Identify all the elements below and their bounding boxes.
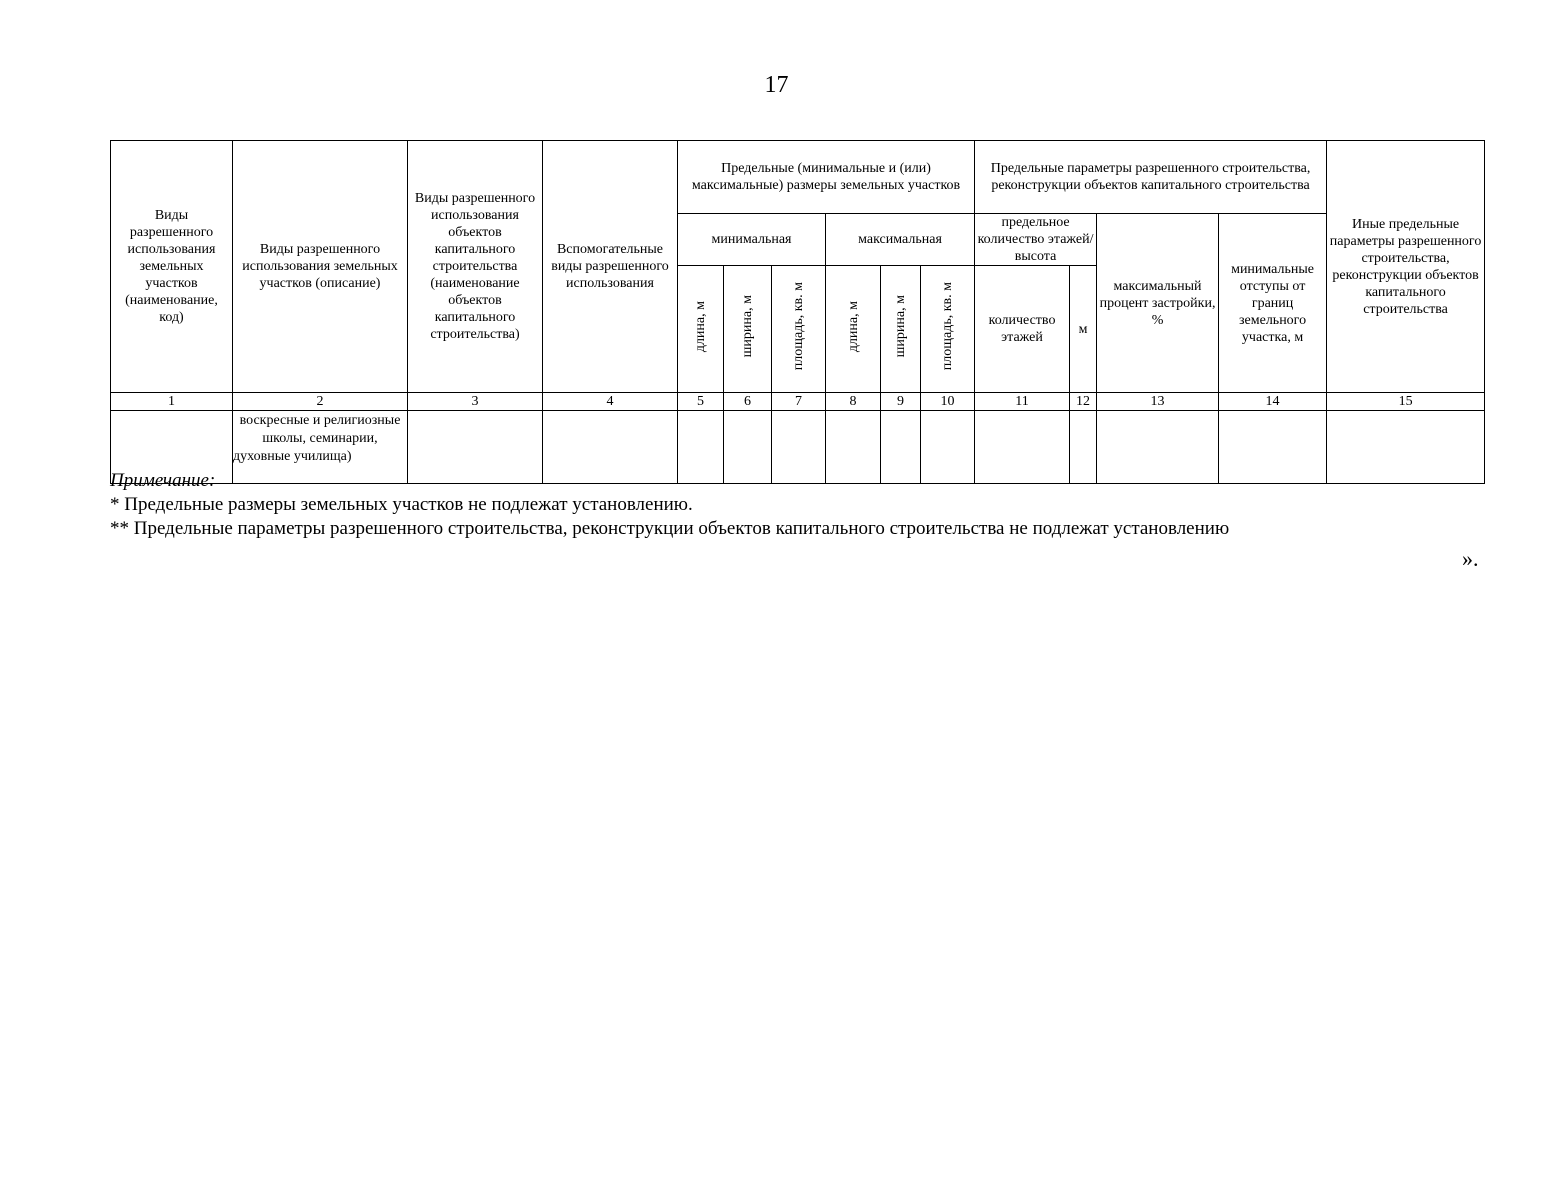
notes-block	[110, 469, 1484, 541]
header-floors-height: предельное количество этажей/высота	[975, 214, 1097, 266]
zoning-parameters-table	[110, 140, 1485, 484]
closing-quote: ».	[1462, 546, 1479, 571]
header-capital-construction-use: Виды разрешенного использования объектов капитального строительства (наименование объектов капитального строительства)	[408, 141, 543, 393]
header-min-area-label: площадь, кв. м	[791, 282, 806, 371]
column-number: 11	[975, 393, 1070, 411]
column-number: 3	[408, 393, 543, 411]
header-auxiliary-use: Вспомогательные виды разрешенного использования	[543, 141, 678, 393]
column-number: 9	[881, 393, 921, 411]
header-min-setback: минимальные отступы от границ земельного участка, м	[1219, 214, 1327, 393]
column-number: 14	[1219, 393, 1327, 411]
header-meters: м	[1070, 266, 1097, 393]
column-number: 2	[233, 393, 408, 411]
header-other-parameters: Иные предельные параметры разрешенного строительства, реконструкции объектов капитального строительства	[1327, 141, 1485, 393]
header-max-area-label: площадь, кв. м	[940, 282, 956, 371]
header-max-width	[881, 266, 921, 393]
header-construction-parameters: Предельные параметры разрешенного строительства, реконструкции объектов капитального строительства	[975, 141, 1327, 214]
header-max-width-label: ширина, м	[893, 295, 908, 358]
header-minimum: минимальная	[678, 214, 826, 266]
header-maximum: максимальная	[826, 214, 975, 266]
header-max-length	[826, 266, 881, 393]
header-land-use-description: Виды разрешенного использования земельных участков (описание)	[233, 141, 408, 393]
column-number: 4	[543, 393, 678, 411]
header-min-length	[678, 266, 724, 393]
header-max-area	[921, 266, 975, 393]
header-max-building-percent: максимальный процент застройки, %	[1097, 214, 1219, 393]
notes-title: Примечание:	[110, 470, 216, 491]
column-number: 6	[724, 393, 772, 411]
column-number: 1	[111, 393, 233, 411]
cell-description: воскресные и религиозные школы, семинарии, духовные училища)	[233, 411, 408, 484]
header-max-length-label: длина, м	[845, 300, 861, 353]
header-min-area	[772, 266, 826, 393]
note-construction-parameters: ** Предельные параметры разрешенного строительства, реконструкции объектов капитального строительства не подлежат установлению	[110, 518, 1230, 539]
header-min-length-label: длина, м	[693, 300, 708, 353]
column-number: 15	[1327, 393, 1485, 411]
column-number: 12	[1070, 393, 1097, 411]
column-number: 13	[1097, 393, 1219, 411]
column-number: 10	[921, 393, 975, 411]
header-min-width	[724, 266, 772, 393]
column-number: 7	[772, 393, 826, 411]
header-min-width-label: ширина, м	[740, 295, 755, 358]
header-land-use-name: Виды разрешенного использования земельных участков (наименование, код)	[111, 141, 233, 393]
note-land-sizes: * Предельные размеры земельных участков не подлежат установлению.	[110, 494, 693, 515]
column-number: 8	[826, 393, 881, 411]
header-floors-count: количество этажей	[975, 266, 1070, 393]
page-number: 17	[764, 72, 789, 98]
header-land-plot-size-limits: Предельные (минимальные и (или) максимальные) размеры земельных участков	[678, 141, 975, 214]
column-number: 5	[678, 393, 724, 411]
